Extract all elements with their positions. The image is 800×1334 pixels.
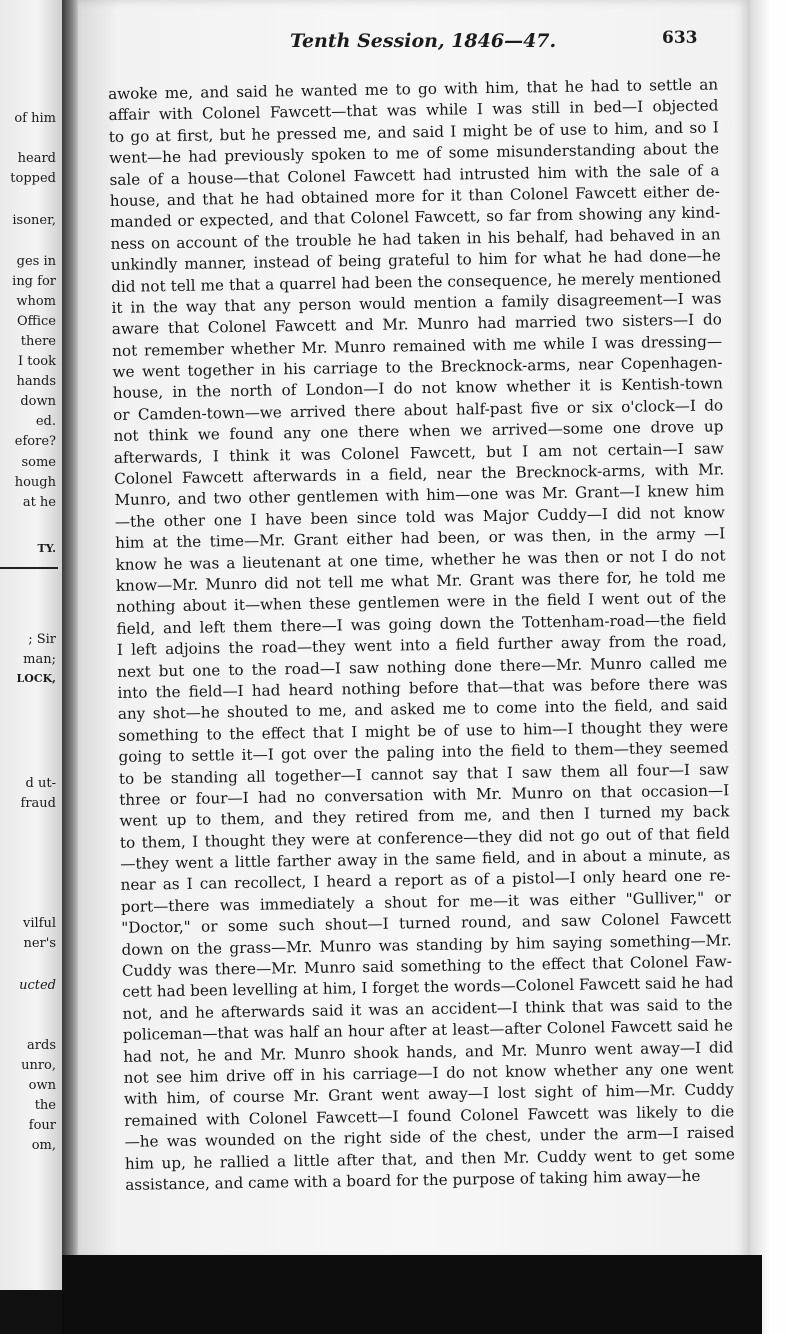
text-line: house, and that he had obtained more for it than Colonel Fawcett either de-	[109, 182, 720, 210]
text-line: him up, he rallied a little after that, and then Mr. Cuddy went to get some	[124, 1144, 736, 1173]
left-margin-fragment: ucted	[19, 978, 56, 993]
text-line: aware that Colonel Fawcett and Mr. Munro had married two sisters—I do	[111, 310, 722, 339]
left-margin-fragment: hands	[16, 374, 56, 389]
left-margin-fragment: TY.	[37, 542, 56, 555]
text-line: near as I can recollect, I heard a report as of a pistol—I only heard one re-	[120, 866, 731, 895]
left-margin-fragment: some	[21, 455, 56, 470]
text-line: not think we found any one there when we arrived—some one drove up	[113, 417, 724, 446]
left-margin-fragment: vilful	[22, 916, 56, 931]
text-line: policeman—that was half an hour after at least—after Colonel Fawcett said he	[122, 1016, 734, 1045]
left-margin-fragment: unro,	[21, 1058, 56, 1073]
text-line: with him, of course Mr. Grant went away—I lost sight of him—Mr. Cuddy	[123, 1080, 735, 1109]
text-line: remained with Colonel Fawcett—I found Colonel Fawcett was likely to die	[124, 1102, 735, 1130]
left-margin-fragment: there	[20, 334, 56, 349]
text-line: sale of a house—that Colonel Fawcett had intrusted him with the sale of a	[109, 160, 720, 189]
text-line: to be standing all together—I cannot say that I saw them all four—I saw	[118, 759, 729, 788]
text-line: three or four—I had no conversation with Mr. Munro on that occasion—I	[119, 781, 730, 809]
text-line: affair with Colonel Fawcett—that was while I was still in bed—I objected	[108, 96, 719, 125]
page-number: 633	[662, 28, 698, 48]
left-margin-fragment: hough	[14, 475, 56, 490]
left-margin-fragment: I took	[17, 354, 56, 369]
text-line: know he was a lieutenant at one time, whether he was then or not I do not	[115, 545, 726, 574]
left-margin-fragment: the	[34, 1098, 56, 1113]
text-line: —they went a little farther away in the same field, and in about a minute, as	[120, 845, 731, 873]
left-margin-fragment: of him	[14, 111, 56, 126]
left-margin-fragment: ner's	[23, 936, 56, 951]
left-margin-fragment: om,	[31, 1138, 56, 1153]
left-margin-fragment: topped	[10, 171, 56, 186]
text-line: not see him drive off in his carriage—I do not know whether any one went	[123, 1059, 734, 1087]
left-margin-fragment: ed.	[35, 414, 56, 429]
text-line: not remember whether Mr. Munro remained with me while I was dressing—	[112, 332, 723, 360]
left-page-fragment	[0, 0, 62, 1290]
left-margin-fragment: four	[28, 1118, 56, 1133]
left-margin-fragment: down	[20, 394, 56, 409]
text-line: house, in the north of London—I do not know whether it is Kentish-town	[112, 374, 723, 403]
left-margin-fragment: own	[28, 1078, 56, 1093]
text-line: —he was wounded on the right side of the chest, under the arm—I raised	[124, 1123, 735, 1152]
text-line: unkindly manner, instead of being grateful to him for what he had done—he	[110, 246, 721, 275]
text-line: to go at first, but he pressed me, and said I might be of use to him, and so I	[108, 118, 719, 146]
left-margin-fragment: fraud	[20, 796, 56, 811]
left-margin-fragment: at he	[22, 495, 56, 510]
text-line: went up to them, and they retired from me, and then I turned my back	[119, 802, 730, 831]
left-margin-fragment: ards	[27, 1038, 56, 1053]
text-line: something to the effect that I might be of use to him—I thought they were	[118, 717, 729, 745]
text-line: assistance, and came with a board for the purpose of taking him away—he	[125, 1166, 701, 1194]
text-line: went—he had previously spoken to me of some misunderstanding about the	[109, 139, 720, 168]
left-margin-fragment: isoner,	[12, 213, 56, 228]
text-line: —the other one I have been since told was Major Cuddy—I did not know	[114, 503, 725, 531]
left-margin-fragment: heard	[17, 151, 56, 166]
left-margin-fragment: whom	[16, 294, 56, 309]
body-text	[108, 74, 735, 1196]
left-margin-fragment: LOCK,	[16, 672, 56, 685]
text-line: "Doctor," or some such shout—I turned round, and saw Colonel Fawcett	[121, 909, 732, 938]
left-page-rule	[0, 567, 58, 569]
text-line: it in the way that any person would mention a family disagreement—I was	[111, 289, 722, 317]
text-line: down on the grass—Mr. Munro was standing by him saying something—Mr.	[121, 930, 732, 959]
text-line: I left adjoins the road—they went into a field further away from the road,	[116, 631, 727, 660]
left-margin-fragment: ing for	[12, 274, 56, 289]
text-line: Munro, and two other gentlemen with him—one was Mr. Grant—I knew him	[114, 481, 725, 510]
text-line: cett had been levelling at him, I forget the words—Colonel Fawcett said he had	[122, 973, 734, 1002]
text-line: or Camden-town—we arrived there about half-past five or six o'clock—I do	[113, 396, 724, 424]
text-line: him at the time—Mr. Grant either had been, or was then, in the army —I	[115, 524, 726, 553]
text-line: we went together in his carriage to the Brecknock-arms, near Copenhagen-	[112, 353, 723, 382]
text-line: not, and he afterwards said it was an accident—I think that was said to the	[122, 995, 733, 1023]
text-line: Cuddy was there—Mr. Munro said something to the effect that Colonel Faw-	[121, 952, 732, 980]
text-line: next but one to the road—I saw nothing done there—Mr. Munro called me	[117, 652, 728, 681]
text-line: going to settle it—I got over the paling into the field to them—they seemed	[118, 738, 729, 767]
left-margin-fragment: ; Sir	[28, 632, 56, 647]
text-line: manded or expected, and that Colonel Fawcett, so far from showing any kind-	[110, 203, 721, 232]
text-line: field, and left them there—I was going down the Tottenham-road—the field	[116, 610, 727, 638]
text-line: to them, I thought they were at conference—they did not go out of that field	[119, 823, 730, 852]
text-line: any shot—he shouted to me, and asked me to come into the field, and said	[117, 695, 728, 724]
left-margin-fragment: Office	[16, 314, 56, 329]
running-head: Tenth Session, 1846—47.	[290, 30, 557, 52]
text-line: know—Mr. Munro did not tell me what Mr. Grant was there for, he told me	[115, 567, 726, 595]
text-line: afterwards, I think it was Colonel Fawcett, but I am not certain—I saw	[113, 439, 724, 467]
left-margin-fragment: efore?	[14, 434, 56, 449]
text-line: nothing about it—when these gentlemen were in the field I went out of the	[116, 588, 727, 617]
text-line: Colonel Fawcett afterwards in a field, near the Brecknock-arms, with Mr.	[114, 460, 725, 488]
text-line: into the field—I had heard nothing before that—that was before there was	[117, 674, 728, 702]
text-line: did not tell me that a quarrel had been the consequence, he merely mentioned	[111, 267, 722, 296]
scan-margin	[750, 0, 800, 1334]
scan-bottom-band	[62, 1255, 762, 1334]
text-line: ness on account of the trouble he had taken in his behalf, had behaved in an	[110, 225, 721, 253]
text-line: awoke me, and said he wanted me to go with him, that he had to settle an	[108, 75, 719, 103]
text-line: had not, he and Mr. Munro shook hands, and Mr. Munro went away—I did	[123, 1037, 734, 1066]
left-margin-fragment: man;	[23, 652, 56, 667]
text-line: port—there was immediately a shout for me—it was either "Gulliver," or	[120, 888, 731, 916]
left-margin-fragment: ges in	[16, 254, 56, 269]
left-margin-fragment: d ut-	[25, 776, 56, 791]
